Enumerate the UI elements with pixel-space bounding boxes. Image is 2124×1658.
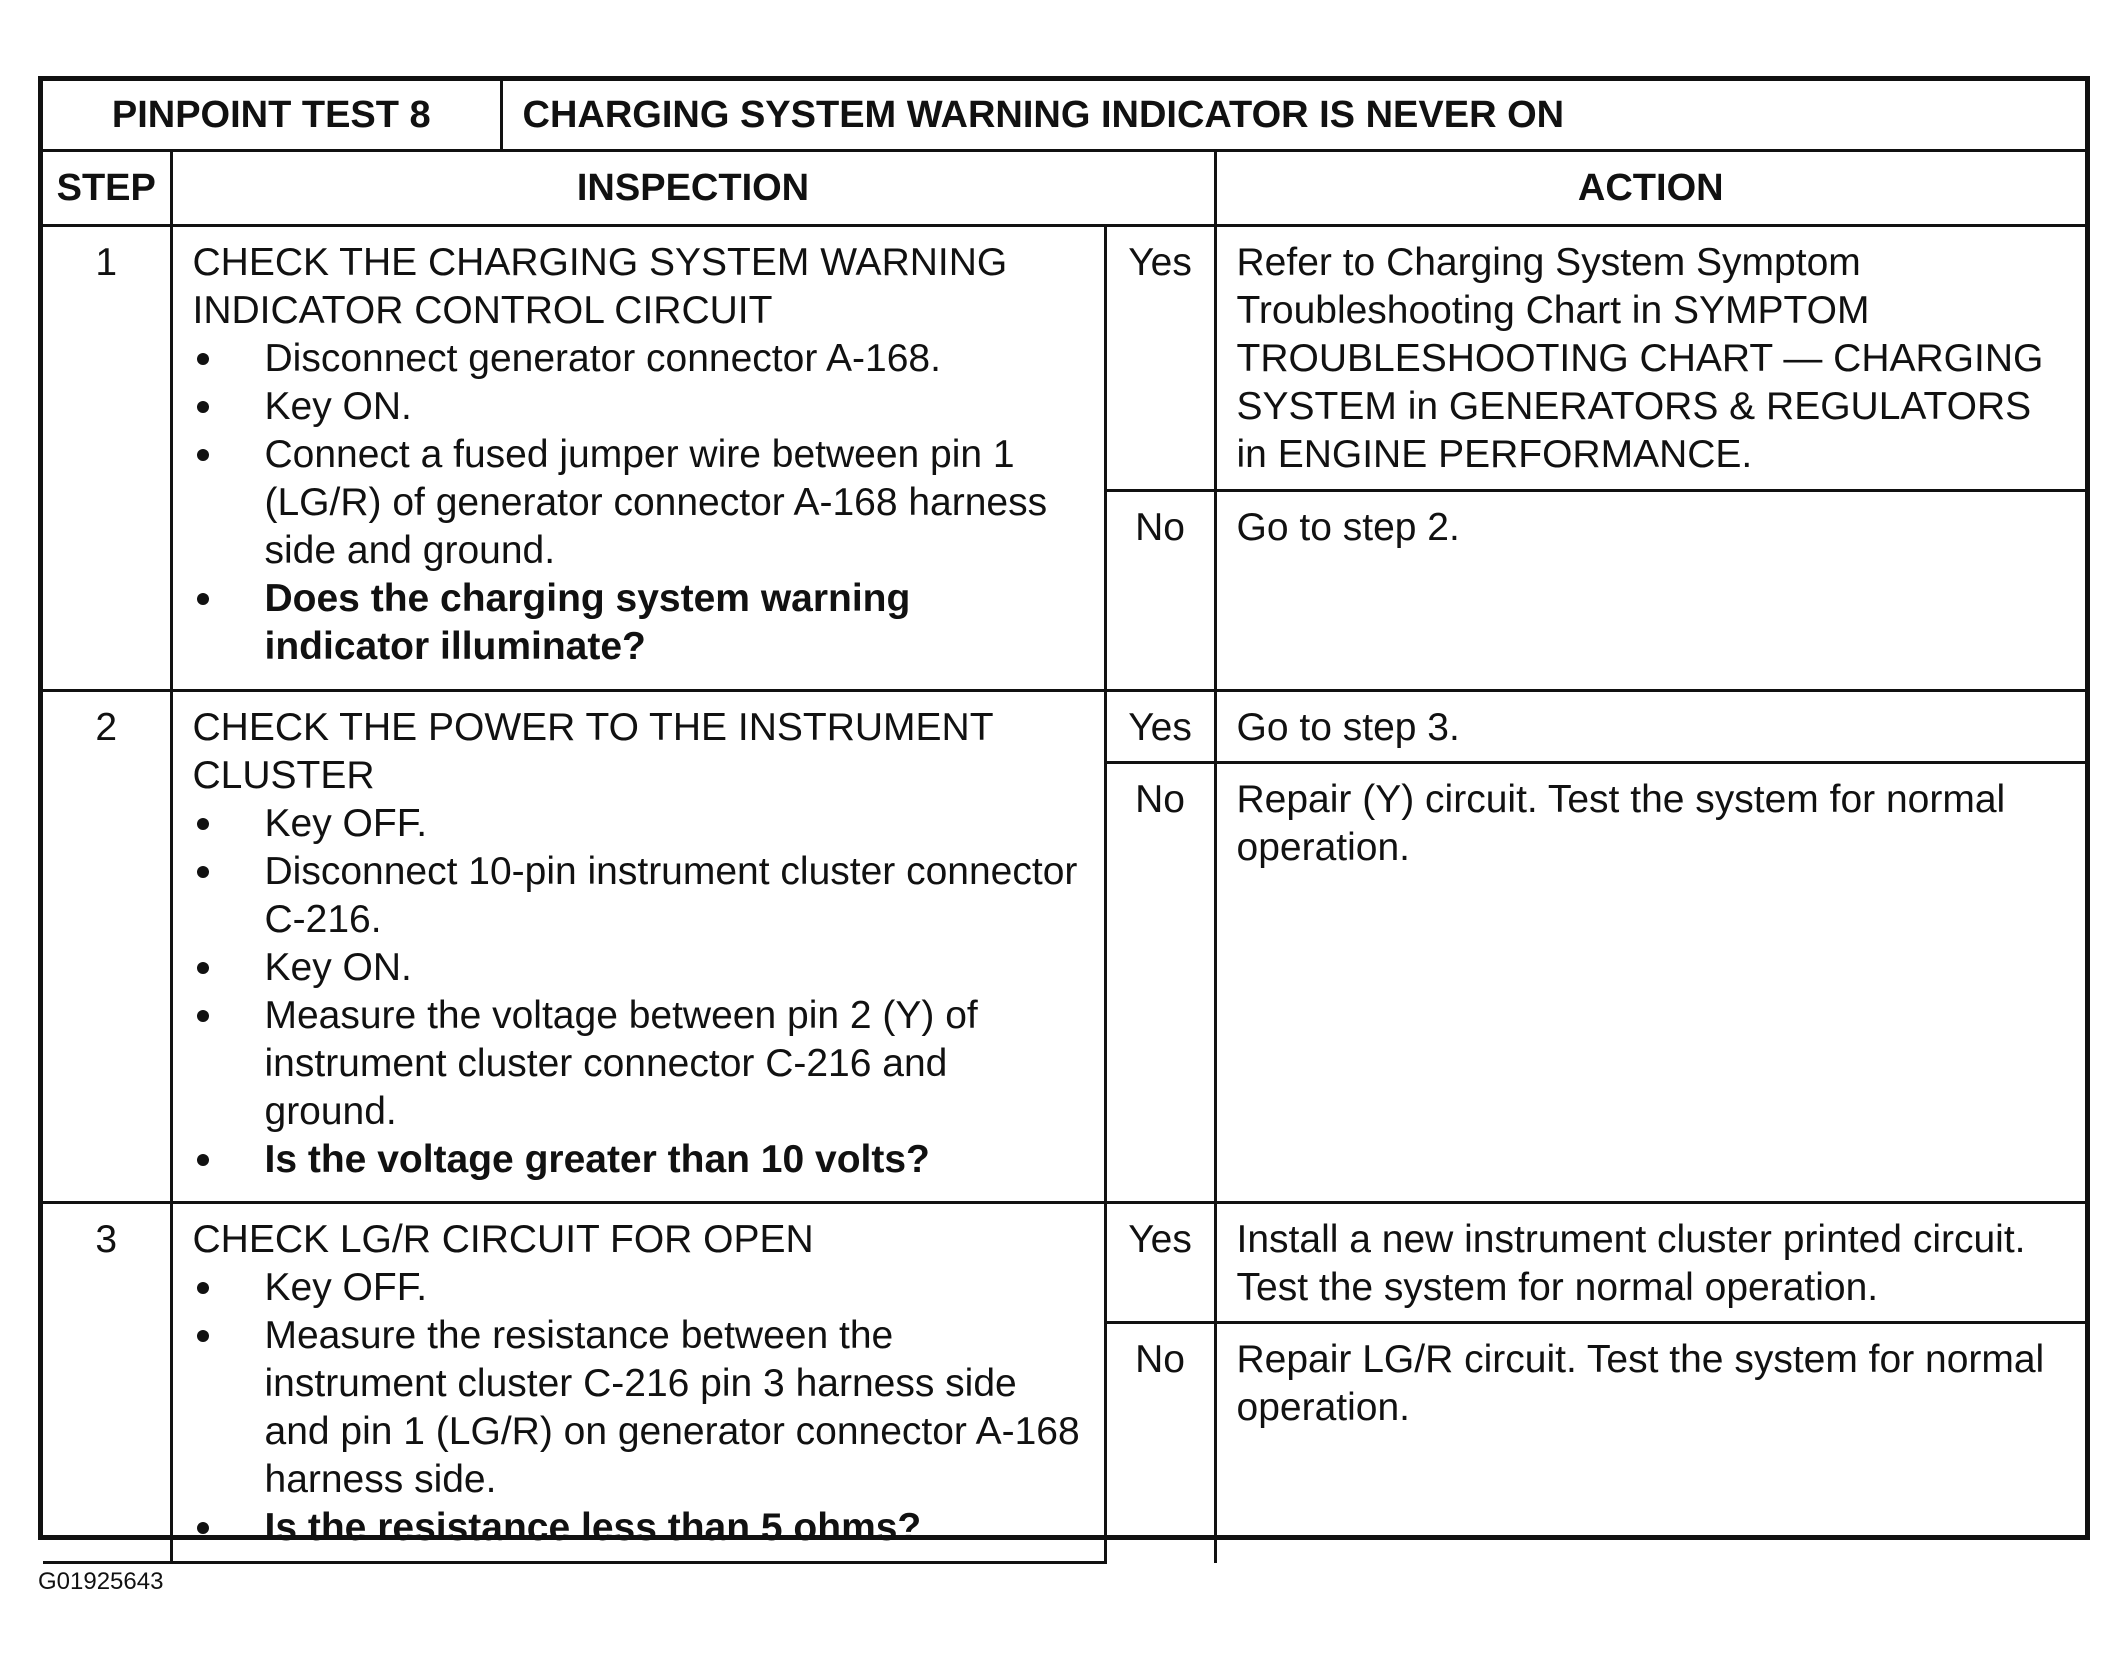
step-number: 2: [43, 691, 171, 1203]
pinpoint-test-table: [38, 76, 2090, 1549]
yes-action: Refer to Charging System Symptom Troubleshooting Chart in SYMPTOM TROUBLESHOOTING CHART — CHARGING SYSTEM in GENERATORS & REGULATORS in ENGINE PERFORMANCE.: [1215, 226, 2085, 491]
inspection-bullet: Disconnect generator connector A-168.: [193, 335, 1084, 383]
step-heading: CHECK LG/R CIRCUIT FOR OPEN: [192, 1218, 814, 1261]
no-action: Go to step 2.: [1215, 491, 2085, 691]
step-number: 1: [43, 226, 171, 691]
step-row: [43, 226, 2085, 491]
yes-label: Yes: [1105, 691, 1215, 763]
test-label: PINPOINT TEST 8: [43, 81, 501, 151]
inspection-bullet: Measure the voltage between pin 2 (Y) of instrument cluster connector C-216 and ground.: [193, 992, 1084, 1136]
test-title: CHARGING SYSTEM WARNING INDICATOR IS NEVER ON: [501, 81, 2085, 151]
column-header-step: STEP: [43, 151, 171, 226]
yes-label: Yes: [1105, 1203, 1215, 1323]
column-header-inspection: INSPECTION: [171, 151, 1215, 226]
inspection-question: Is the voltage greater than 10 volts?: [193, 1136, 1084, 1184]
test-table: [43, 81, 2085, 1564]
no-label: No: [1105, 763, 1215, 1203]
yes-action: Go to step 3.: [1215, 691, 2085, 763]
inspection-bullet: Disconnect 10-pin instrument cluster connector C-216.: [193, 848, 1084, 944]
inspection-bullet: Measure the resistance between the instrument cluster C-216 pin 3 harness side and pin 1 (LG/R) on generator connector A-168 harness side.: [193, 1312, 1084, 1504]
inspection-bullet: Connect a fused jumper wire between pin 1 (LG/R) of generator connector A-168 harness side and ground.: [193, 431, 1084, 575]
inspection-bullet: Key ON.: [193, 383, 1084, 431]
inspection-bullets: [193, 800, 1084, 1184]
column-header-row: [43, 151, 2085, 226]
step-row: [43, 691, 2085, 763]
inspection-cell: [171, 1203, 1105, 1563]
no-action: Repair (Y) circuit. Test the system for normal operation.: [1215, 763, 2085, 1203]
inspection-bullets: [193, 335, 1084, 671]
no-label: No: [1105, 1323, 1215, 1563]
inspection-bullets: [193, 1264, 1084, 1552]
step-heading: CHECK THE POWER TO THE INSTRUMENT CLUSTER: [192, 706, 993, 797]
steps-body: [43, 226, 2085, 1563]
no-action: Repair LG/R circuit. Test the system for normal operation.: [1215, 1323, 2085, 1563]
inspection-cell: [171, 691, 1105, 1203]
no-label: No: [1105, 491, 1215, 691]
yes-label: Yes: [1105, 226, 1215, 491]
inspection-bullet: Key ON.: [193, 944, 1084, 992]
inspection-question: Does the charging system warning indicator illuminate?: [193, 575, 1084, 671]
inspection-question: Is the resistance less than 5 ohms?: [193, 1504, 1084, 1552]
step-number: 3: [43, 1203, 171, 1563]
inspection-cell: [171, 226, 1105, 691]
step-heading: CHECK THE CHARGING SYSTEM WARNING INDICATOR CONTROL CIRCUIT: [192, 241, 1008, 332]
inspection-bullet: Key OFF.: [193, 1264, 1084, 1312]
inspection-bullet: Key OFF.: [193, 800, 1084, 848]
yes-action: Install a new instrument cluster printed circuit. Test the system for normal operation.: [1215, 1203, 2085, 1323]
step-row: [43, 1203, 2085, 1323]
title-row: [43, 81, 2085, 151]
column-header-action: ACTION: [1215, 151, 2085, 226]
figure-code: G01925643: [38, 1568, 164, 1595]
